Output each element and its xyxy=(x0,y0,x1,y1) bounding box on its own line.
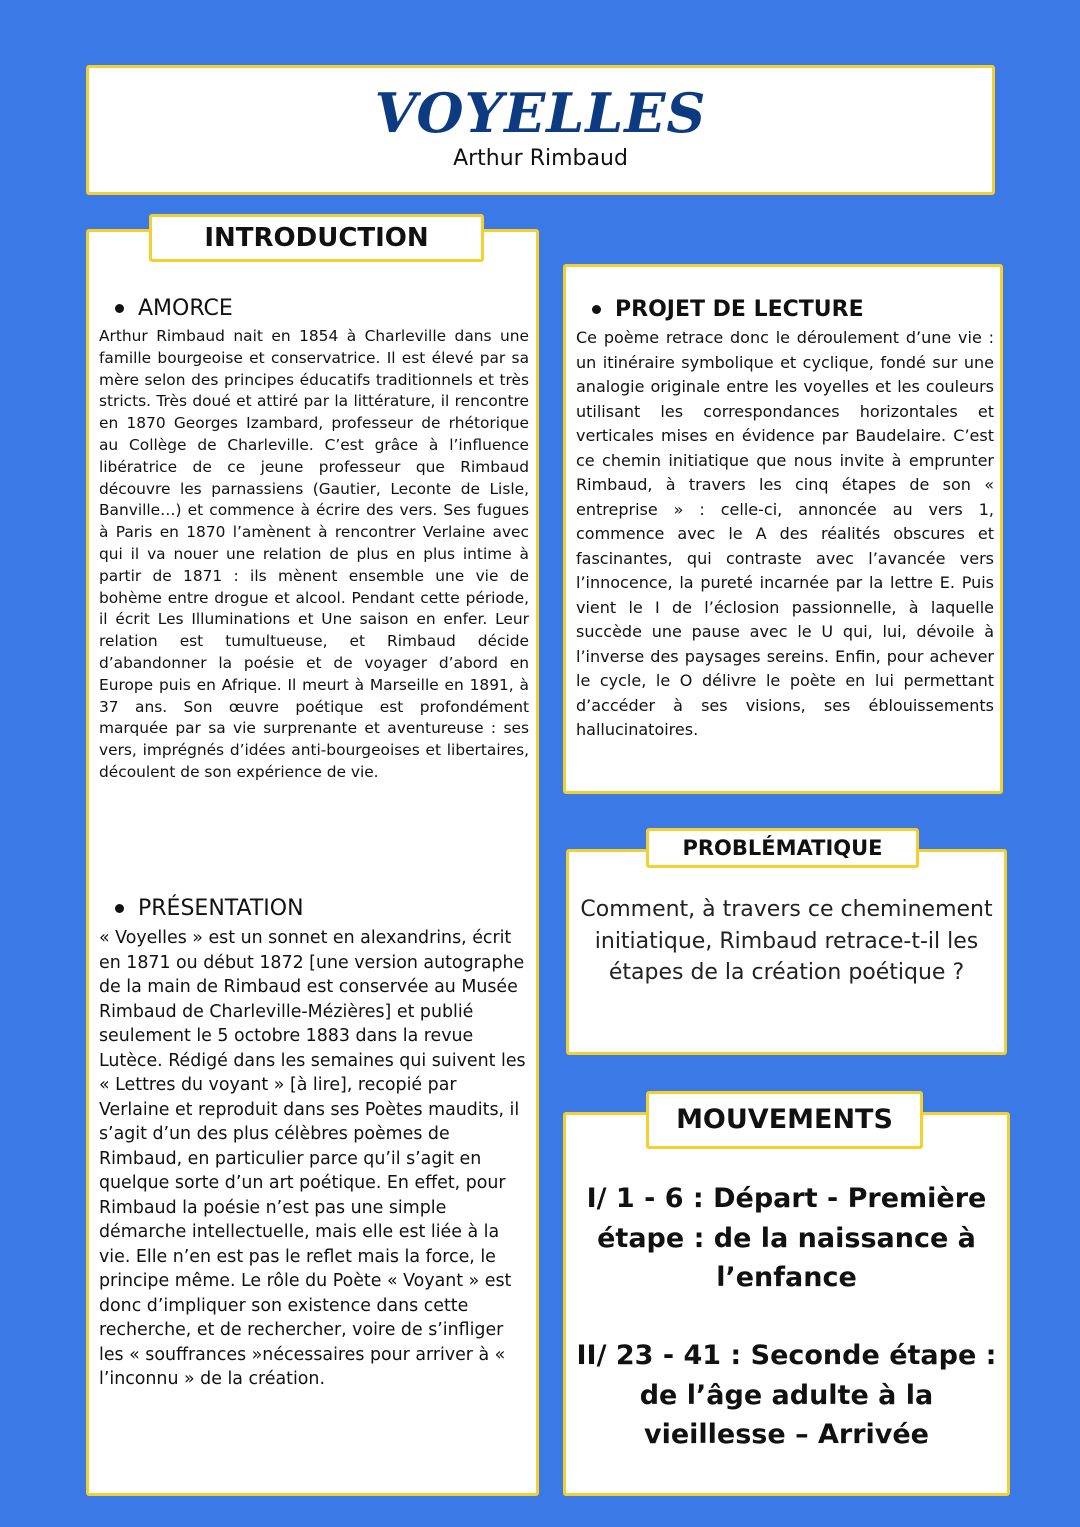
introduction-card xyxy=(86,229,539,1496)
mouvements-card xyxy=(563,1112,1010,1496)
projet-card xyxy=(563,264,1003,794)
mouvement-item: I/ 1 - 6 : Départ - Première étape : de la naissance à l’enfance xyxy=(586,1183,987,1293)
projet-heading xyxy=(576,297,864,322)
amorce-text: Arthur Rimbaud nait en 1854 à Charleville dans une famille bourgeoise et conservatrice. Il est élevé par sa mère selon des principes éducatifs traditionnels et très stricts. Très doué et attiré par la littérature, il rencontre en 1870 Georges Izambard, professeur de rhétorique au Collège de Charleville. C’est grâce à l’influence libératrice de ce jeune professeur que Rimbaud découvre les parnassiens (Gautier, Leconte de Lisle, Banville…) et commence à écrire des vers. Ses fugues à Paris en 1870 l’amènent à rencontrer Verlaine avec qui il va nouer une relation de plus en plus intime à partir de 1871 : ils mènent ensemble une vie de bohème entre drogue et alcool. Pendant cette période, il écrit Les Illuminations et Une saison en enfer. Leur relation est tumultueuse, et Rimbaud décide d’abandonner la poésie et de voyager d’abord en Europe puis en Afrique. Il meurt à Marseille en 1891, à 37 ans. Son œuvre poétique est profondément marquée par sa vie surprenante et aventureuse : ses vers, imprégnés d’idées anti-bourgeoises et libertaires, découlent de son expérience de vie. xyxy=(99,327,529,781)
presentation-heading xyxy=(99,896,304,921)
presentation-heading-label: PRÉSENTATION xyxy=(138,896,304,921)
title-card xyxy=(86,65,995,195)
bullet-icon xyxy=(115,904,124,913)
problematique-card xyxy=(566,849,1007,1055)
page-title: VOYELLES xyxy=(374,81,707,145)
problematique-text: Comment, à travers ce cheminement initiatique, Rimbaud retrace-t-il les étapes de la création poétique ? xyxy=(580,897,993,985)
amorce-heading-label: AMORCE xyxy=(138,296,233,321)
presentation-text: « Voyelles » est un sonnet en alexandrins, écrit en 1871 ou début 1872 [une version autographe de la main de Rimbaud est conservée au Musée Rimbaud de Charleville-Mézières] et publié seulement le 5 octobre 1883 dans la revue Lutèce. Rédigé dans les semaines qui suivent les « Lettres du voyant » [à lire], recopié par Verlaine et reproduit dans ses Poètes maudits, il s’agit d’un des plus célèbres poèmes de Rimbaud, en particulier parce qu’il s’agit en quelque sorte d’un art poétique. En effet, pour Rimbaud la poésie n’est pas une simple démarche intellectuelle, mais elle est liée à la vie. Elle n’en est pas le reflet mais la force, le principe même. Le rôle du Poète « Voyant » est donc d’impliquer son existence dans cette recherche, et de rechercher, voire de s’infliger les « souffrances »nécessaires pour arriver à « l’inconnu » de la création. xyxy=(99,928,526,1389)
bullet-icon xyxy=(115,304,124,313)
bullet-icon xyxy=(592,305,601,314)
amorce-heading xyxy=(99,296,233,321)
introduction-tab: INTRODUCTION xyxy=(149,214,484,262)
author-name: Arthur Rimbaud xyxy=(453,146,628,171)
projet-text: Ce poème retrace donc le déroulement d’une vie : un itinéraire symbolique et cyclique, fondé sur une analogie originale entre les voyelles et les couleurs utilisant les correspondances horizontales et verticales mises en évidence par Baudelaire. C’est ce chemin initiatique que nous invite à emprunter Rimbaud, à travers les cinq étapes de son « entreprise » : celle-ci, annoncée au vers 1, commence avec le A des réalités obscures et fascinantes, qui contraste avec l’avancée vers l’innocence, la pureté incarnée par la lettre E. Puis vient le I de l’éclosion passionnelle, à laquelle succède une pause avec le U qui, lui, dévoile à l’inverse des paysages sereins. Enfin, pour achever le cycle, le O délivre le poète en lui permettant d’accéder à ses visions, ses éblouissements hallucinatoires. xyxy=(576,328,994,739)
mouvement-item: II/ 23 - 41 : Seconde étape : de l’âge adulte à la vieillesse – Arrivée xyxy=(576,1340,997,1450)
projet-heading-label: PROJET DE LECTURE xyxy=(615,297,864,322)
mouvements-tab: MOUVEMENTS xyxy=(646,1091,923,1149)
problematique-tab: PROBLÉMATIQUE xyxy=(646,828,919,868)
